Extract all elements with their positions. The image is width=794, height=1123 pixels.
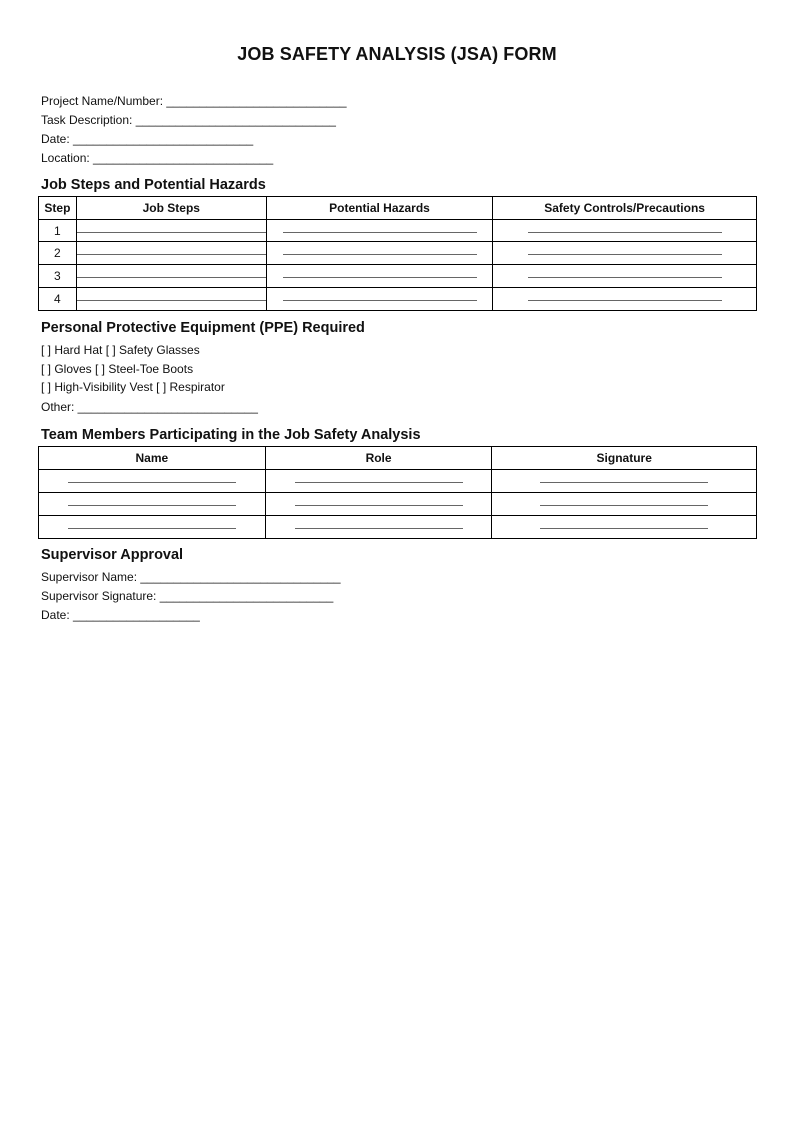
task-description-field[interactable]: Task Description: ______________________________ bbox=[41, 113, 336, 127]
hazard-cell[interactable] bbox=[266, 242, 492, 265]
job-step-cell[interactable] bbox=[76, 242, 266, 265]
table-row bbox=[39, 516, 757, 539]
step-number: 1 bbox=[39, 220, 77, 242]
table-row bbox=[39, 493, 757, 516]
table-row bbox=[39, 470, 757, 493]
col-role: Role bbox=[265, 447, 492, 470]
job-steps-heading: Job Steps and Potential Hazards bbox=[41, 177, 266, 193]
member-signature-cell[interactable] bbox=[492, 470, 757, 493]
team-members-heading: Team Members Participating in the Job Safety Analysis bbox=[41, 427, 421, 443]
job-step-cell[interactable] bbox=[76, 288, 266, 311]
member-role-cell[interactable] bbox=[265, 470, 492, 493]
member-name-cell[interactable] bbox=[39, 470, 266, 493]
col-signature: Signature bbox=[492, 447, 757, 470]
job-step-cell[interactable] bbox=[76, 220, 266, 242]
member-role-cell[interactable] bbox=[265, 493, 492, 516]
col-step: Step bbox=[39, 197, 77, 220]
table-row bbox=[39, 242, 757, 265]
job-steps-table bbox=[38, 196, 757, 311]
col-job-steps: Job Steps bbox=[76, 197, 266, 220]
project-name-field[interactable]: Project Name/Number: ___________________________ bbox=[41, 94, 347, 108]
col-name: Name bbox=[39, 447, 266, 470]
hazard-cell[interactable] bbox=[266, 265, 492, 288]
control-cell[interactable] bbox=[493, 220, 757, 242]
col-potential-hazards: Potential Hazards bbox=[266, 197, 492, 220]
step-number: 3 bbox=[39, 265, 77, 288]
member-signature-cell[interactable] bbox=[492, 493, 757, 516]
control-cell[interactable] bbox=[493, 242, 757, 265]
date-field[interactable]: Date: ___________________________ bbox=[41, 132, 254, 146]
ppe-line-gloves-boots[interactable]: [ ] Gloves [ ] Steel-Toe Boots bbox=[41, 362, 194, 376]
ppe-other-field[interactable]: Other: ___________________________ bbox=[41, 400, 258, 414]
team-members-table bbox=[38, 446, 757, 539]
hazard-cell[interactable] bbox=[266, 220, 492, 242]
form-title: JOB SAFETY ANALYSIS (JSA) FORM bbox=[237, 44, 557, 64]
ppe-line-hardhat-glasses[interactable]: [ ] Hard Hat [ ] Safety Glasses bbox=[41, 343, 200, 357]
location-field[interactable]: Location: ___________________________ bbox=[41, 151, 274, 165]
col-safety-controls: Safety Controls/Precautions bbox=[493, 197, 757, 220]
job-steps-header-row bbox=[39, 197, 757, 220]
team-header-row bbox=[39, 447, 757, 470]
supervisor-approval-heading: Supervisor Approval bbox=[41, 547, 184, 563]
hazard-cell[interactable] bbox=[266, 288, 492, 311]
table-row bbox=[39, 265, 757, 288]
member-name-cell[interactable] bbox=[39, 516, 266, 539]
approval-date-field[interactable]: Date: ___________________ bbox=[41, 608, 200, 622]
member-name-cell[interactable] bbox=[39, 493, 266, 516]
control-cell[interactable] bbox=[493, 288, 757, 311]
supervisor-signature-field[interactable]: Supervisor Signature: __________________________ bbox=[41, 589, 334, 603]
job-step-cell[interactable] bbox=[76, 265, 266, 288]
ppe-heading: Personal Protective Equipment (PPE) Required bbox=[41, 320, 365, 336]
table-row bbox=[39, 288, 757, 311]
supervisor-name-field[interactable]: Supervisor Name: ______________________________ bbox=[41, 570, 341, 584]
step-number: 2 bbox=[39, 242, 77, 265]
table-row bbox=[39, 220, 757, 242]
member-signature-cell[interactable] bbox=[492, 516, 757, 539]
member-role-cell[interactable] bbox=[265, 516, 492, 539]
control-cell[interactable] bbox=[493, 265, 757, 288]
step-number: 4 bbox=[39, 288, 77, 311]
ppe-line-vest-respirator[interactable]: [ ] High-Visibility Vest [ ] Respirator bbox=[41, 380, 225, 394]
